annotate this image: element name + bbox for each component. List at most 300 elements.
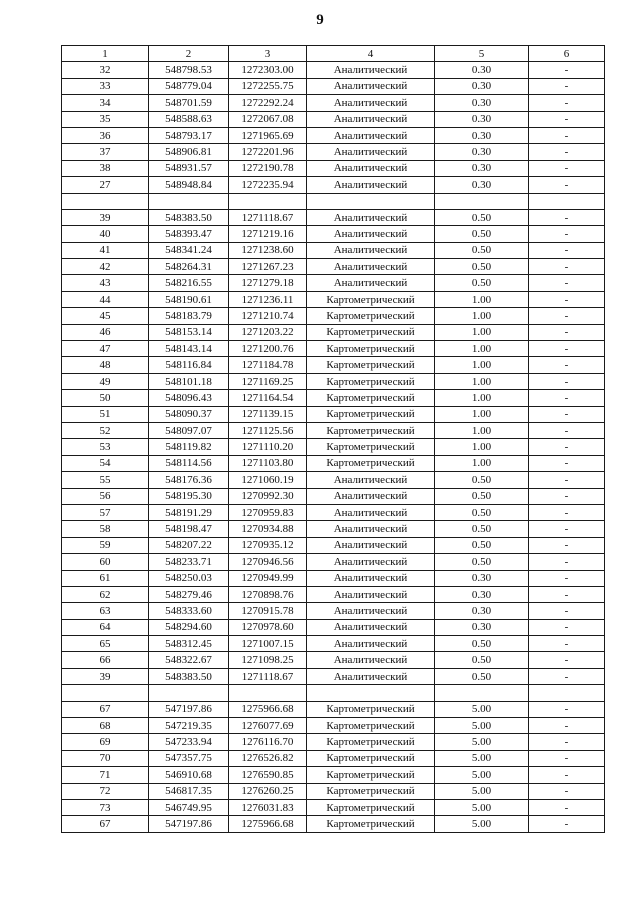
table-row [62,209,605,225]
method-cell: Аналитический [307,275,435,291]
accuracy-cell: 0.50 [435,554,529,570]
accuracy-cell: 0.50 [435,488,529,504]
note-cell: - [529,439,605,455]
page-number: 9 [316,12,324,28]
point-number-cell: 58 [62,521,149,537]
note-cell: - [529,472,605,488]
point-number-cell: 67 [62,816,149,832]
method-cell: Картометрический [307,734,435,750]
method-cell: Картометрический [307,308,435,324]
point-number-cell: 53 [62,439,149,455]
accuracy-cell: 1.00 [435,406,529,422]
method-cell: Картометрический [307,390,435,406]
y-coordinate-cell: 1271125.56 [229,422,307,438]
point-number-cell: 38 [62,160,149,176]
accuracy-cell: 1.00 [435,373,529,389]
y-coordinate-cell: 1272201.96 [229,144,307,160]
accuracy-cell: 0.30 [435,144,529,160]
table-row [62,455,605,471]
note-cell: - [529,504,605,520]
y-coordinate-cell: 1271118.67 [229,668,307,684]
x-coordinate-cell: 548119.82 [149,439,229,455]
accuracy-cell: 0.50 [435,636,529,652]
table-row [62,504,605,520]
x-coordinate-cell: 548176.36 [149,472,229,488]
method-cell: Аналитический [307,668,435,684]
point-number-cell: 70 [62,750,149,766]
x-coordinate-cell: 548191.29 [149,504,229,520]
accuracy-cell: 0.50 [435,537,529,553]
table-row [62,160,605,176]
accuracy-cell: 1.00 [435,324,529,340]
method-cell: Аналитический [307,537,435,553]
table-row [62,127,605,143]
note-cell: - [529,111,605,127]
method-cell: Аналитический [307,160,435,176]
note-cell [529,685,605,701]
header-cell: 5 [435,46,529,62]
y-coordinate-cell: 1271184.78 [229,357,307,373]
y-coordinate-cell: 1271219.16 [229,226,307,242]
y-coordinate-cell: 1271279.18 [229,275,307,291]
table-row [62,799,605,815]
x-coordinate-cell: 548798.53 [149,62,229,78]
table-row [62,701,605,717]
point-number-cell: 34 [62,95,149,111]
accuracy-cell: 5.00 [435,701,529,717]
accuracy-cell: 0.50 [435,668,529,684]
point-number-cell: 39 [62,209,149,225]
method-cell: Картометрический [307,455,435,471]
table-row [62,275,605,291]
table-row [62,259,605,275]
accuracy-cell: 0.30 [435,586,529,602]
accuracy-cell: 1.00 [435,439,529,455]
note-cell: - [529,209,605,225]
x-coordinate-cell: 548383.50 [149,209,229,225]
y-coordinate-cell: 1272067.08 [229,111,307,127]
accuracy-cell: 1.00 [435,357,529,373]
y-coordinate-cell [229,685,307,701]
note-cell: - [529,767,605,783]
method-cell: Картометрический [307,324,435,340]
method-cell: Аналитический [307,226,435,242]
note-cell: - [529,373,605,389]
method-cell: Аналитический [307,570,435,586]
y-coordinate-cell: 1271103.80 [229,455,307,471]
method-cell: Аналитический [307,636,435,652]
note-cell: - [529,291,605,307]
accuracy-cell: 1.00 [435,455,529,471]
accuracy-cell: 0.30 [435,78,529,94]
x-coordinate-cell: 548096.43 [149,390,229,406]
table-row [62,750,605,766]
separator-row [62,193,605,209]
table-row [62,619,605,635]
table-row [62,373,605,389]
x-coordinate-cell: 548195.30 [149,488,229,504]
table-row [62,422,605,438]
accuracy-cell: 0.30 [435,177,529,193]
point-number-cell: 66 [62,652,149,668]
table-body [62,62,605,832]
accuracy-cell: 0.50 [435,259,529,275]
point-number-cell: 27 [62,177,149,193]
method-cell: Картометрический [307,816,435,832]
header-cell: 3 [229,46,307,62]
table-row [62,668,605,684]
table-row [62,570,605,586]
x-coordinate-cell: 546910.68 [149,767,229,783]
point-number-cell: 72 [62,783,149,799]
header-cell: 4 [307,46,435,62]
point-number-cell: 54 [62,455,149,471]
x-coordinate-cell: 548279.46 [149,586,229,602]
y-coordinate-cell: 1271060.19 [229,472,307,488]
accuracy-cell: 0.30 [435,570,529,586]
note-cell: - [529,783,605,799]
accuracy-cell: 1.00 [435,341,529,357]
coordinates-table [61,45,605,833]
table-row [62,95,605,111]
y-coordinate-cell: 1271098.25 [229,652,307,668]
note-cell: - [529,734,605,750]
point-number-cell: 65 [62,636,149,652]
x-coordinate-cell: 548588.63 [149,111,229,127]
x-coordinate-cell: 548341.24 [149,242,229,258]
note-cell: - [529,78,605,94]
x-coordinate-cell: 548948.84 [149,177,229,193]
y-coordinate-cell: 1275966.68 [229,816,307,832]
point-number-cell: 37 [62,144,149,160]
table-row [62,341,605,357]
note-cell: - [529,799,605,815]
method-cell: Картометрический [307,357,435,373]
point-number-cell: 45 [62,308,149,324]
accuracy-cell: 5.00 [435,783,529,799]
table-row [62,636,605,652]
accuracy-cell: 0.30 [435,95,529,111]
y-coordinate-cell: 1270978.60 [229,619,307,635]
method-cell: Аналитический [307,111,435,127]
x-coordinate-cell: 548101.18 [149,373,229,389]
note-cell: - [529,259,605,275]
accuracy-cell: 0.30 [435,619,529,635]
accuracy-cell: 0.50 [435,521,529,537]
method-cell: Картометрический [307,373,435,389]
note-cell: - [529,308,605,324]
table-row [62,144,605,160]
y-coordinate-cell: 1276116.70 [229,734,307,750]
point-number-cell: 44 [62,291,149,307]
note-cell: - [529,619,605,635]
point-number-cell: 73 [62,799,149,815]
table-row [62,537,605,553]
y-coordinate-cell: 1271007.15 [229,636,307,652]
note-cell [529,193,605,209]
note-cell: - [529,275,605,291]
note-cell: - [529,701,605,717]
point-number-cell: 49 [62,373,149,389]
point-number-cell: 42 [62,259,149,275]
x-coordinate-cell: 548906.81 [149,144,229,160]
method-cell: Картометрический [307,783,435,799]
x-coordinate-cell: 547219.35 [149,718,229,734]
method-cell: Аналитический [307,504,435,520]
note-cell: - [529,455,605,471]
note-cell: - [529,537,605,553]
x-coordinate-cell: 548793.17 [149,127,229,143]
table-row [62,324,605,340]
accuracy-cell: 1.00 [435,308,529,324]
x-coordinate-cell: 548090.37 [149,406,229,422]
accuracy-cell: 5.00 [435,767,529,783]
accuracy-cell: 5.00 [435,799,529,815]
x-coordinate-cell: 548322.67 [149,652,229,668]
accuracy-cell: 5.00 [435,718,529,734]
table-row [62,291,605,307]
note-cell: - [529,341,605,357]
x-coordinate-cell: 548207.22 [149,537,229,553]
point-number-cell: 50 [62,390,149,406]
point-number-cell: 47 [62,341,149,357]
table-row [62,554,605,570]
accuracy-cell: 5.00 [435,734,529,750]
note-cell: - [529,390,605,406]
point-number-cell: 56 [62,488,149,504]
accuracy-cell: 0.30 [435,127,529,143]
y-coordinate-cell: 1276526.82 [229,750,307,766]
x-coordinate-cell: 548701.59 [149,95,229,111]
x-coordinate-cell: 548190.61 [149,291,229,307]
method-cell: Аналитический [307,603,435,619]
note-cell: - [529,177,605,193]
x-coordinate-cell: 548931.57 [149,160,229,176]
y-coordinate-cell: 1270915.78 [229,603,307,619]
point-number-cell: 33 [62,78,149,94]
x-coordinate-cell: 547197.86 [149,701,229,717]
accuracy-cell: 0.50 [435,472,529,488]
note-cell: - [529,226,605,242]
table-row [62,521,605,537]
table-row [62,78,605,94]
table-row [62,652,605,668]
method-cell: Аналитический [307,209,435,225]
table-row [62,472,605,488]
table-row [62,357,605,373]
note-cell: - [529,570,605,586]
method-cell: Картометрический [307,718,435,734]
note-cell: - [529,422,605,438]
point-number-cell: 57 [62,504,149,520]
table-row [62,488,605,504]
x-coordinate-cell: 546817.35 [149,783,229,799]
method-cell: Аналитический [307,586,435,602]
y-coordinate-cell: 1271200.76 [229,341,307,357]
point-number-cell: 55 [62,472,149,488]
accuracy-cell: 5.00 [435,816,529,832]
table-row [62,767,605,783]
note-cell: - [529,62,605,78]
x-coordinate-cell: 548393.47 [149,226,229,242]
method-cell: Картометрический [307,291,435,307]
point-number-cell: 61 [62,570,149,586]
accuracy-cell: 0.30 [435,160,529,176]
accuracy-cell: 0.50 [435,226,529,242]
y-coordinate-cell: 1271210.74 [229,308,307,324]
x-coordinate-cell: 547233.94 [149,734,229,750]
point-number-cell: 43 [62,275,149,291]
x-coordinate-cell: 548153.14 [149,324,229,340]
method-cell: Картометрический [307,439,435,455]
accuracy-cell: 1.00 [435,390,529,406]
method-cell: Картометрический [307,799,435,815]
table-row [62,308,605,324]
x-coordinate-cell: 548143.14 [149,341,229,357]
point-number-cell: 62 [62,586,149,602]
table-row [62,226,605,242]
x-coordinate-cell: 548312.45 [149,636,229,652]
accuracy-cell: 5.00 [435,750,529,766]
point-number-cell: 48 [62,357,149,373]
method-cell: Аналитический [307,62,435,78]
y-coordinate-cell: 1276260.25 [229,783,307,799]
y-coordinate-cell: 1271118.67 [229,209,307,225]
separator-row [62,685,605,701]
accuracy-cell [435,685,529,701]
method-cell: Аналитический [307,472,435,488]
note-cell: - [529,816,605,832]
point-number-cell: 51 [62,406,149,422]
accuracy-cell: 0.50 [435,275,529,291]
method-cell: Картометрический [307,701,435,717]
y-coordinate-cell: 1270935.12 [229,537,307,553]
table-header-row [62,46,605,62]
note-cell: - [529,406,605,422]
point-number-cell: 52 [62,422,149,438]
x-coordinate-cell: 546749.95 [149,799,229,815]
method-cell: Аналитический [307,259,435,275]
point-number-cell [62,193,149,209]
header-cell: 2 [149,46,229,62]
x-coordinate-cell: 548183.79 [149,308,229,324]
x-coordinate-cell: 548097.07 [149,422,229,438]
y-coordinate-cell: 1271164.54 [229,390,307,406]
x-coordinate-cell: 548116.84 [149,357,229,373]
point-number-cell: 67 [62,701,149,717]
note-cell: - [529,554,605,570]
point-number-cell: 63 [62,603,149,619]
table-row [62,242,605,258]
table-row [62,586,605,602]
x-coordinate-cell [149,685,229,701]
point-number-cell: 40 [62,226,149,242]
accuracy-cell: 0.30 [435,111,529,127]
method-cell: Аналитический [307,488,435,504]
method-cell: Картометрический [307,750,435,766]
x-coordinate-cell: 548264.31 [149,259,229,275]
y-coordinate-cell: 1271203.22 [229,324,307,340]
table-row [62,62,605,78]
y-coordinate-cell: 1275966.68 [229,701,307,717]
note-cell: - [529,144,605,160]
table-row [62,783,605,799]
accuracy-cell: 1.00 [435,422,529,438]
y-coordinate-cell: 1272235.94 [229,177,307,193]
note-cell: - [529,636,605,652]
accuracy-cell [435,193,529,209]
table-row [62,177,605,193]
y-coordinate-cell: 1276031.83 [229,799,307,815]
x-coordinate-cell: 548383.50 [149,668,229,684]
point-number-cell: 69 [62,734,149,750]
accuracy-cell: 0.50 [435,209,529,225]
accuracy-cell: 0.30 [435,62,529,78]
x-coordinate-cell: 548198.47 [149,521,229,537]
method-cell: Аналитический [307,78,435,94]
header-cell: 6 [529,46,605,62]
y-coordinate-cell: 1276077.69 [229,718,307,734]
y-coordinate-cell: 1272303.00 [229,62,307,78]
note-cell: - [529,357,605,373]
y-coordinate-cell: 1271267.23 [229,259,307,275]
note-cell: - [529,324,605,340]
x-coordinate-cell: 548250.03 [149,570,229,586]
point-number-cell: 68 [62,718,149,734]
x-coordinate-cell: 548216.55 [149,275,229,291]
x-coordinate-cell: 548779.04 [149,78,229,94]
y-coordinate-cell: 1270946.56 [229,554,307,570]
accuracy-cell: 0.50 [435,242,529,258]
method-cell [307,685,435,701]
y-coordinate-cell: 1272255.75 [229,78,307,94]
y-coordinate-cell: 1271169.25 [229,373,307,389]
x-coordinate-cell: 548294.60 [149,619,229,635]
point-number-cell [62,685,149,701]
method-cell: Картометрический [307,341,435,357]
note-cell: - [529,603,605,619]
y-coordinate-cell: 1271965.69 [229,127,307,143]
method-cell: Аналитический [307,144,435,160]
method-cell: Аналитический [307,521,435,537]
point-number-cell: 59 [62,537,149,553]
table-row [62,734,605,750]
note-cell: - [529,160,605,176]
note-cell: - [529,127,605,143]
table-row [62,406,605,422]
method-cell: Аналитический [307,652,435,668]
note-cell: - [529,488,605,504]
y-coordinate-cell [229,193,307,209]
note-cell: - [529,652,605,668]
method-cell: Картометрический [307,406,435,422]
point-number-cell: 35 [62,111,149,127]
table-row [62,718,605,734]
point-number-cell: 32 [62,62,149,78]
x-coordinate-cell: 548233.71 [149,554,229,570]
method-cell: Аналитический [307,619,435,635]
note-cell: - [529,750,605,766]
x-coordinate-cell: 547197.86 [149,816,229,832]
x-coordinate-cell: 548114.56 [149,455,229,471]
x-coordinate-cell: 548333.60 [149,603,229,619]
y-coordinate-cell: 1270949.99 [229,570,307,586]
method-cell: Аналитический [307,554,435,570]
table-row [62,111,605,127]
method-cell: Картометрический [307,422,435,438]
accuracy-cell: 1.00 [435,291,529,307]
point-number-cell: 39 [62,668,149,684]
